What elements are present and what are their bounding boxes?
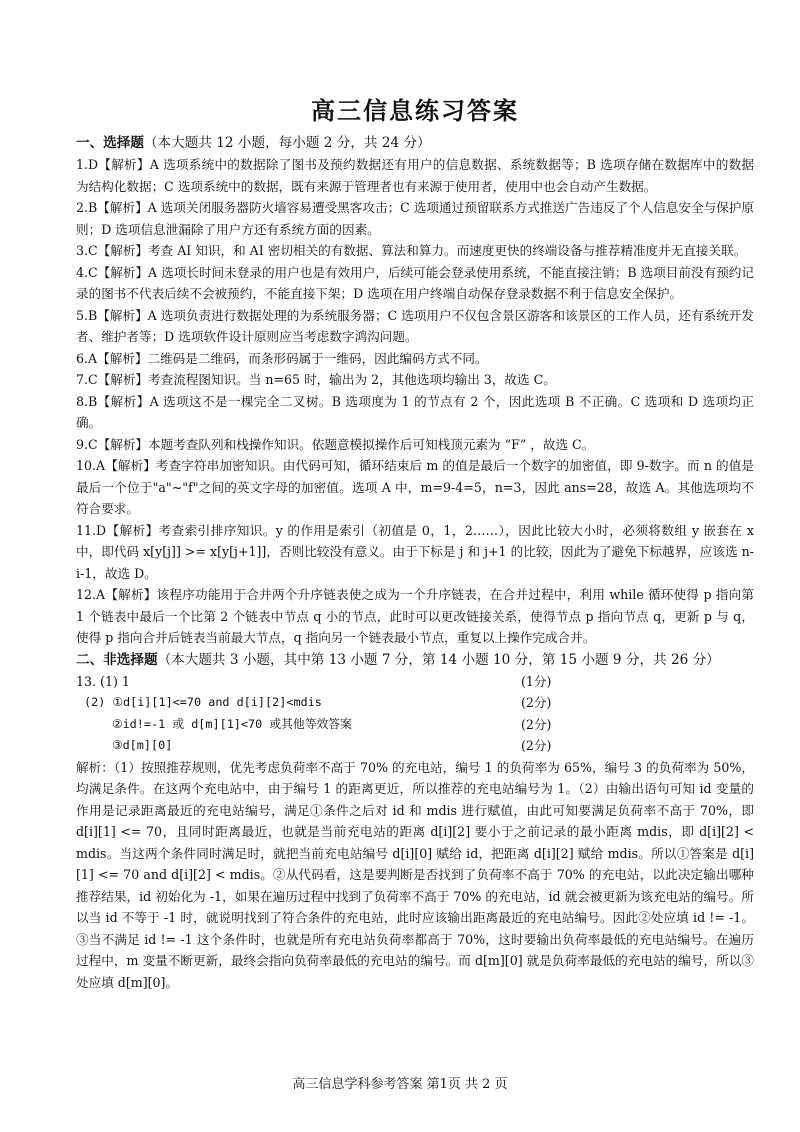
answer-item-1: 1.D【解析】A 选项系统中的数据除了图书及预约数据还有用户的信息数据、系统数据等；B 选项存储在数据库中的数据为结构化数据；C 选项系统中的数据，既有来源于管理者也有来源于使用者，使用中也会自动产生数据。: [76, 157, 754, 194]
section-1-label: 一、选择题: [76, 135, 144, 151]
answer-text: (2) ①d[i][1]<=70 and d[i][2]<mdis: [84, 695, 322, 709]
answer-score: (2分): [521, 716, 552, 732]
answer-item-10: 10.A【解析】考查字符串加密知识。由代码可知，循环结束后 m 的值是最后一个数字的加密值，即 9-数字。而 n 的值是最后一个位于"a"~"f"之间的英文字母的加密值。选项 A 中，m=9-4=5，n=3，因此 ans=28，故选 A。其他选项均不符合要求。: [76, 458, 754, 516]
answer-item-5: 5.B【解析】A 选项负责进行数据处理的为系统服务器；C 选项用户不仅包含景区游客和该景区的工作人员，还有系统开发者、维护者等；D 选项软件设计原则应当考虑数字鸿沟问题。: [76, 307, 754, 344]
answer-item-9: 9.C【解析】本题考查队列和栈操作知识。依题意模拟操作后可知栈顶元素为 “F” ，故选 C。: [76, 436, 595, 452]
answer-row-13-1: [76, 671, 754, 693]
answer-item-6: 6.A【解析】二维码是二维码，而条形码属于一维码，因此编码方式不同。: [76, 350, 488, 366]
section-2-note: （本大题共 3 小题，其中第 13 小题 7 分，第 14 小题 10 分，第 15 小题 9 分，共 26 分）: [157, 651, 720, 668]
page-title: 高三信息练习答案: [311, 96, 519, 125]
answer-item-2: 2.B【解析】A 选项关闭服务器防火墙容易遭受黑客攻击；C 选项通过预留联系方式推送广告违反了个人信息安全与保护原则；D 选项信息泄漏除了用户方还有系统方面的因素。: [76, 200, 754, 237]
answer-item-8: 8.B【解析】A 选项这不是一棵完全二叉树。B 选项度为 1 的节点有 2 个，因此选项 B 不正确。C 选项和 D 选项均正确。: [76, 393, 754, 430]
answer-row-13-2b: [76, 714, 754, 736]
answer-text: ②id!=-1 或 d[m][1]<70 或其他等效答案: [112, 716, 352, 731]
section-2-heading: [76, 649, 754, 671]
answer-score: (2分): [521, 695, 552, 710]
answer-row-13-2c: [76, 735, 754, 757]
section-1-heading: [76, 132, 754, 154]
answer-item-4: 4.C【解析】A 选项长时间未登录的用户也是有效用户，后续可能会登录使用系统，不能直接注销；B 选项目前没有预约记录的图书不代表后续不会被预约，不能直接下架；D 选项在用户终端自动保存登录数据不利于信息安全保护。: [76, 264, 754, 301]
answer-text: ③d[m][0]: [112, 738, 173, 752]
answer-item-11: 11.D【解析】考查索引排序知识。y 的作用是索引（初值是 0，1，2……），因此比较大小时，必须将数组 y 嵌套在 x 中，即代码 x[y[j]] >= x[y[j+1]]，否则比较没有意义。由于下标是 j 和 j+1 的比较，因此为了避免下标越界，应该选 n-i-1，故选 D。: [76, 522, 754, 581]
answer-score: (2分): [521, 738, 552, 753]
answer-score: (1分): [521, 673, 552, 689]
section-2-label: 二、非选择题: [76, 651, 158, 668]
answer-item-12: 12.A【解析】该程序功能用于合并两个升序链表使之成为一个升序链表，在合并过程中，利用 while 循环使得 p 指向第 1 个链表中最后一个比第 2 个链表中节点 q 小的节点，此时可以更改链接关系，使得节点 p 指向节点 q，更新 p 与 q，使得 p 指向合并后链表当前最大节点，q 指向另一个链表最小节点，重复以上操作完成合并。: [76, 587, 754, 645]
analysis-paragraph: 解析：（1）按照推荐规则，优先考虑负荷率不高于 70% 的充电站，编号 1 的负荷率为 65%，编号 3 的负荷率为 50%，均满足条件。在这两个充电站中，由于编号 1 的距离更近，所以推荐的充电站编号为 1。（2）由输出语句可知 id 变量的作用是记录距离最近的充电站编号，满足①条件之后对 id 和 mdis 进行赋值，由此可知要满足负荷率不高于 70%，即 d[i][1] <= 70，且同时距离最近，也就是当前充电站的距离 d[i][2] 要小于之前记录的最小距离 mdis，即 d[i][2] < mdis。当这两个条件同时满足时，就把当前充电站编号 d[i][0] 赋给 id，把距离 d[i][2] 赋给 mdis。所以①答案是 d[i][1] <= 70 and d[i][2] < mdis。②从代码看，这是要判断是否找到了负荷率不高于 70% 的充电站，以此决定输出哪种推荐结果，id 初始化为 -1，如果在遍历过程中找到了负荷率不高于 70% 的充电站，id 就会被更新为该充电站的编号。所以当 id 不等于 -1 时，就说明找到了符合条件的充电站，此时应该输出距离最近的充电站编号。因此②处应填 id != -1。③当不满足 id != -1 这个条件时，也就是所有充电站负荷率都高于 70%，这时要输出负荷率最低的充电站编号。在遍历过程中，m 变量不断更新，最终会指向负荷率最低的充电站的编号。而 d[m][0] 就是负荷率最低的充电站的编号，所以③处应填 d[m][0]。: [76, 759, 754, 990]
answer-text: 13. (1) 1: [76, 673, 130, 689]
answer-item-7: 7.C【解析】考查流程图知识。当 n=65 时，输出为 2，其他选项均输出 3，故选 C。: [76, 372, 556, 387]
answer-row-13-2a: [76, 692, 754, 714]
page-footer: 高三信息学科参考答案 第1页 共 2 页: [292, 1077, 508, 1092]
section-1-note: （本大题共 12 小题，每小题 2 分，共 24 分）: [143, 135, 431, 151]
answer-item-3: 3.C【解析】考查 AI 知识，和 AI 密切相关的有数据、算法和算力。而速度更快的终端设备与推荐精准度并无直接关联。: [76, 243, 747, 258]
